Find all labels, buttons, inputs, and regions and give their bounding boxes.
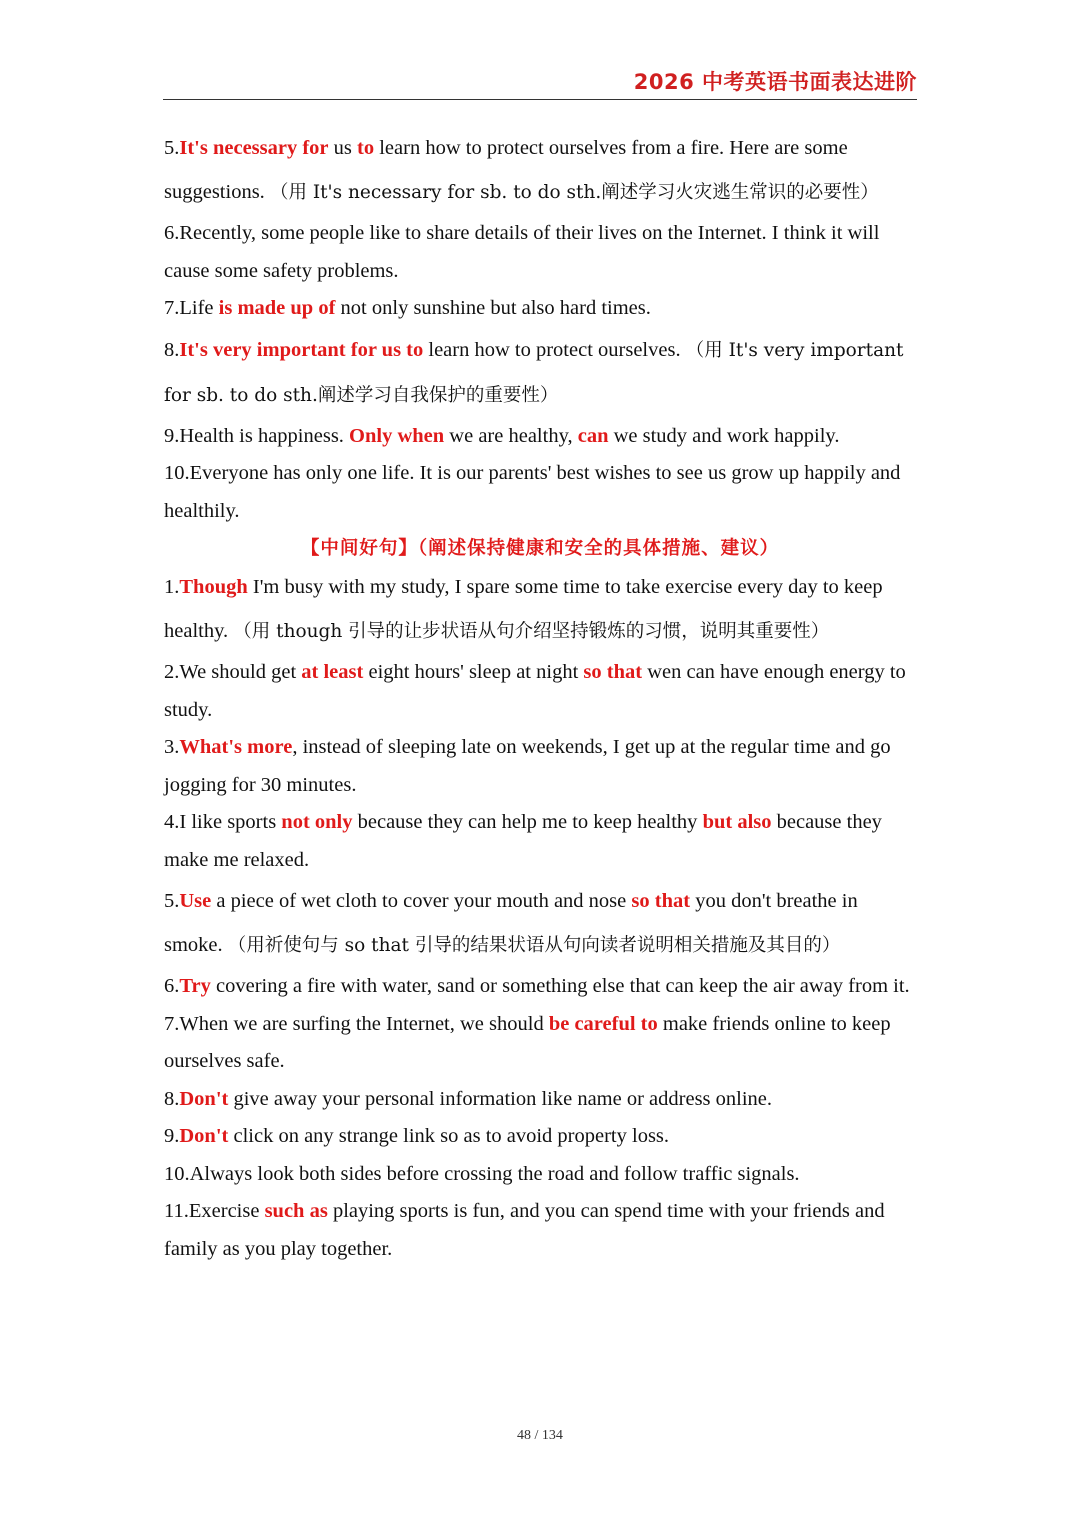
sentence-text: Exercise: [188, 1200, 265, 1222]
section-heading-middle-sentences: 【中间好句】（阐述保持健康和安全的具体措施、建议）: [300, 538, 780, 559]
sentence-text: we study and work happily.: [608, 424, 840, 447]
sentence-item: [164, 968, 916, 1006]
key-phrase-highlight: It's very important for us to: [179, 338, 424, 361]
sentence-text: I'm busy with my study, I spare some time to take exercise every day to keep healthy.: [164, 576, 883, 642]
sentence-text: make friends online to keep ourselves safe.: [164, 1012, 891, 1072]
sentence-text: We should get: [179, 661, 302, 683]
sentence-item: [164, 1081, 916, 1119]
sentence-text: learn how to protect ourselves.: [423, 338, 686, 361]
sentence-text: Life: [179, 297, 219, 319]
key-phrase-highlight: but also: [702, 811, 772, 833]
sentence-text: wen can have enough energy to study.: [164, 661, 906, 721]
sentence-text: we are healthy,: [444, 424, 578, 447]
sentence-text: Health is happiness.: [179, 424, 350, 447]
usage-note: （用 It's very important for sb. to do sth.阐述学习自我保护的重要性）: [164, 339, 904, 406]
sentence-item: [164, 804, 916, 879]
sentence-item: [164, 565, 916, 654]
key-phrase-highlight: can: [577, 424, 609, 447]
usage-note: （用 though 引导的让步状语从句介绍坚持锻炼的习惯，说明其重要性）: [233, 621, 830, 642]
sentence-text: click on any strange link so as to avoid property loss.: [228, 1125, 670, 1147]
sentence-number: 6.: [164, 222, 180, 244]
sentence-item: [164, 654, 916, 729]
sentence-item: [164, 879, 916, 968]
sentence-text: us: [328, 137, 358, 159]
sentence-text: When we are surfing the Internet, we should: [179, 1012, 549, 1035]
sentence-item: [164, 1193, 916, 1268]
key-phrase-highlight: be careful to: [548, 1012, 658, 1035]
sentence-text: playing sports is fun, and you can spend time with your friends and family as you play together.: [164, 1200, 885, 1260]
key-phrase-highlight: Though: [179, 576, 248, 598]
sentence-number: 5.: [164, 137, 180, 159]
sentence-text: learn how to protect ourselves from a fire. Here are some suggestions.: [164, 137, 848, 203]
sentence-item: [164, 455, 916, 530]
sentence-item: [164, 328, 916, 418]
key-phrase-highlight: Don't: [179, 1087, 229, 1110]
sentence-text: because they make me relaxed.: [164, 811, 882, 871]
key-phrase-highlight: to: [357, 137, 375, 159]
sentence-text: you don't breathe in smoke.: [164, 890, 858, 956]
key-phrase-highlight: Try: [179, 975, 211, 997]
key-phrase-highlight: so that: [583, 661, 643, 683]
sentence-number: 6.: [164, 975, 180, 997]
sentence-number: 10.: [164, 1162, 190, 1185]
sentence-number: 1.: [164, 576, 180, 598]
key-phrase-highlight: It's necessary for: [179, 137, 329, 159]
sentence-number: 8.: [164, 1087, 180, 1110]
key-phrase-highlight: Use: [179, 890, 212, 912]
sentence-text: covering a fire with water, sand or something else that can keep the air away from it.: [210, 975, 910, 997]
key-phrase-highlight: not only: [281, 811, 353, 833]
sentence-number: 8.: [164, 338, 180, 361]
sentence-item: [164, 1118, 916, 1156]
sentence-text: eight hours' sleep at night: [363, 661, 584, 683]
sentence-item: [164, 215, 916, 290]
key-phrase-highlight: What's more: [179, 736, 293, 758]
usage-note: （用 It's necessary for sb. to do sth.阐述学习火灾逃生常识的必要性）: [269, 182, 879, 203]
key-phrase-highlight: such as: [264, 1200, 328, 1222]
page-header-title: 2026 中考英语书面表达进阶: [633, 70, 917, 94]
key-phrase-highlight: at least: [301, 661, 364, 683]
sentence-number: 7.: [164, 297, 180, 319]
document-body: [164, 126, 916, 1268]
sentence-text: because they can help me to keep healthy: [352, 811, 703, 833]
sentence-list-opening: [164, 126, 916, 530]
key-phrase-highlight: so that: [631, 890, 691, 912]
sentence-text: a piece of wet cloth to cover your mouth and nose: [211, 890, 632, 912]
page-number: 48 / 134: [517, 1428, 563, 1443]
key-phrase-highlight: is made up of: [218, 297, 336, 319]
sentence-number: 5.: [164, 890, 180, 912]
sentence-number: 11.: [164, 1200, 189, 1222]
sentence-text: give away your personal information like name or address online.: [228, 1087, 773, 1110]
sentence-list-middle: [164, 565, 916, 1268]
sentence-item: [164, 1156, 916, 1194]
sentence-number: 10.: [164, 462, 190, 484]
sentence-number: 2.: [164, 661, 180, 683]
sentence-item: [164, 1006, 916, 1081]
sentence-number: 9.: [164, 424, 180, 447]
sentence-text: I like sports: [179, 811, 282, 833]
header-divider: [163, 99, 917, 100]
sentence-number: 7.: [164, 1012, 180, 1035]
sentence-item: [164, 290, 916, 328]
sentence-number: 9.: [164, 1125, 180, 1147]
sentence-number: 4.: [164, 811, 180, 833]
sentence-text: not only sunshine but also hard times.: [335, 297, 651, 319]
sentence-item: [164, 418, 916, 456]
key-phrase-highlight: Only when: [349, 424, 445, 447]
sentence-text: Everyone has only one life. It is our parents' best wishes to see us grow up happily and healthily.: [164, 462, 901, 522]
sentence-number: 3.: [164, 736, 180, 758]
sentence-text: Recently, some people like to share details of their lives on the Internet. I think it will cause some safety problems.: [164, 222, 880, 282]
key-phrase-highlight: Don't: [179, 1125, 229, 1147]
sentence-item: [164, 729, 916, 804]
sentence-text: Always look both sides before crossing the road and follow traffic signals.: [189, 1162, 800, 1185]
usage-note: （用祈使句与 so that 引导的结果状语从句向读者说明相关措施及其目的）: [227, 935, 841, 956]
sentence-item: [164, 126, 916, 215]
sentence-text: , instead of sleeping late on weekends, I get up at the regular time and go jogging for 30 minutes.: [164, 736, 891, 796]
